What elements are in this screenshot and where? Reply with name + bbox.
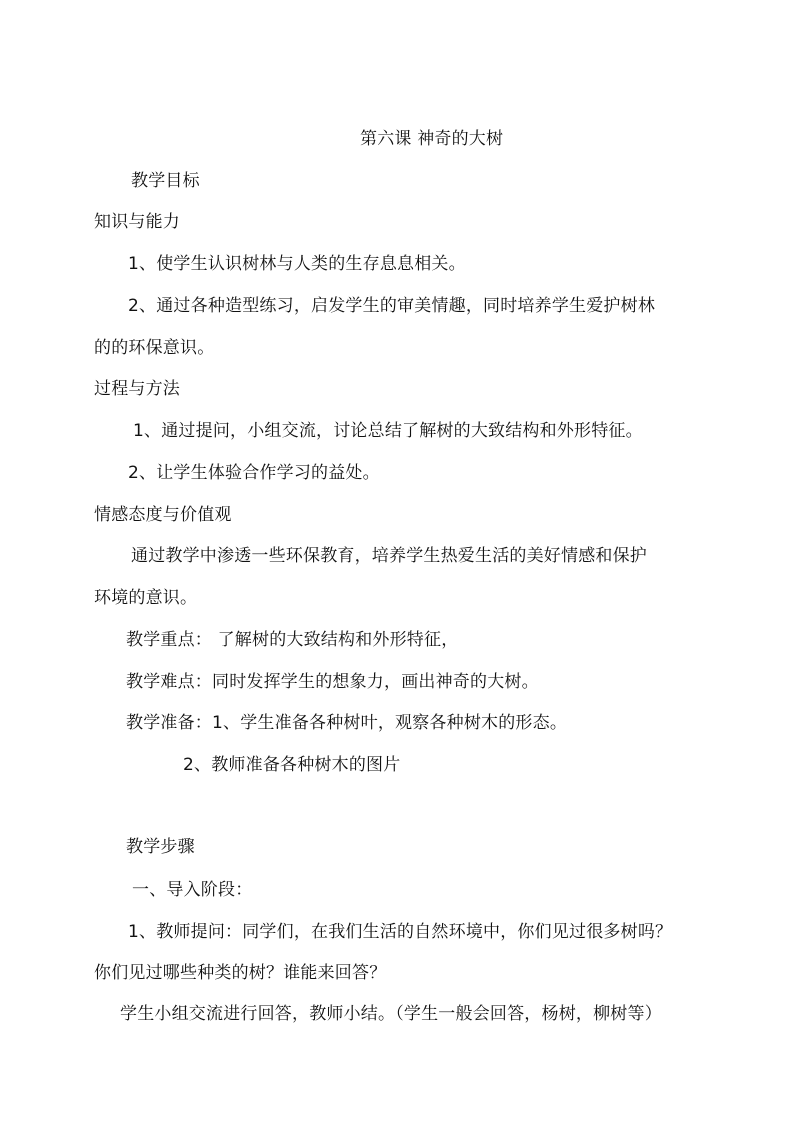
teacher-question: 1、教师提问：同学们，在我们生活的自然环境中，你们见过很多树吗？ — [128, 922, 673, 942]
key-point: 教学重点： 了解树的大致结构和外形特征， — [126, 630, 459, 650]
difficulty: 教学难点：同时发挥学生的想象力，画出神奇的大树。 — [126, 672, 539, 692]
preparation: 教学准备：1、学生准备各种树叶，观察各种树木的形态。 — [126, 713, 568, 733]
process-item-1: 1、通过提问，小组交流，讨论总结了解树的大致结构和外形特征。 — [133, 421, 643, 441]
teacher-question-cont: 你们见过哪些种类的树？谁能来回答？ — [94, 963, 387, 983]
objectives-heading: 教学目标 — [131, 171, 200, 191]
process-item-2: 2、让学生体验合作学习的益处。 — [128, 463, 380, 483]
steps-heading: 教学步骤 — [126, 837, 195, 857]
page-title: 第六课 神奇的大树 — [360, 129, 504, 149]
student-answer: 学生小组交流进行回答，教师小结。（学生一般会回答，杨树，柳树等） — [120, 1004, 662, 1024]
emotion-paragraph-cont: 环境的意识。 — [94, 588, 198, 608]
knowledge-item-1: 1、使学生认识树林与人类的生存息息相关。 — [128, 254, 466, 274]
knowledge-heading: 知识与能力 — [94, 212, 180, 232]
emotion-paragraph: 通过教学中渗透一些环保教育，培养学生热爱生活的美好情感和保护 — [131, 546, 647, 566]
emotion-heading: 情感态度与价值观 — [94, 505, 232, 525]
knowledge-item-2-cont: 的的环保意识。 — [94, 338, 215, 358]
process-heading: 过程与方法 — [94, 379, 180, 399]
phase-1-heading: 一、导入阶段： — [132, 880, 253, 900]
knowledge-item-2: 2、通过各种造型练习，启发学生的审美情趣，同时培养学生爱护树林 — [128, 296, 656, 316]
preparation-cont: 2、教师准备各种树木的图片 — [183, 755, 401, 775]
